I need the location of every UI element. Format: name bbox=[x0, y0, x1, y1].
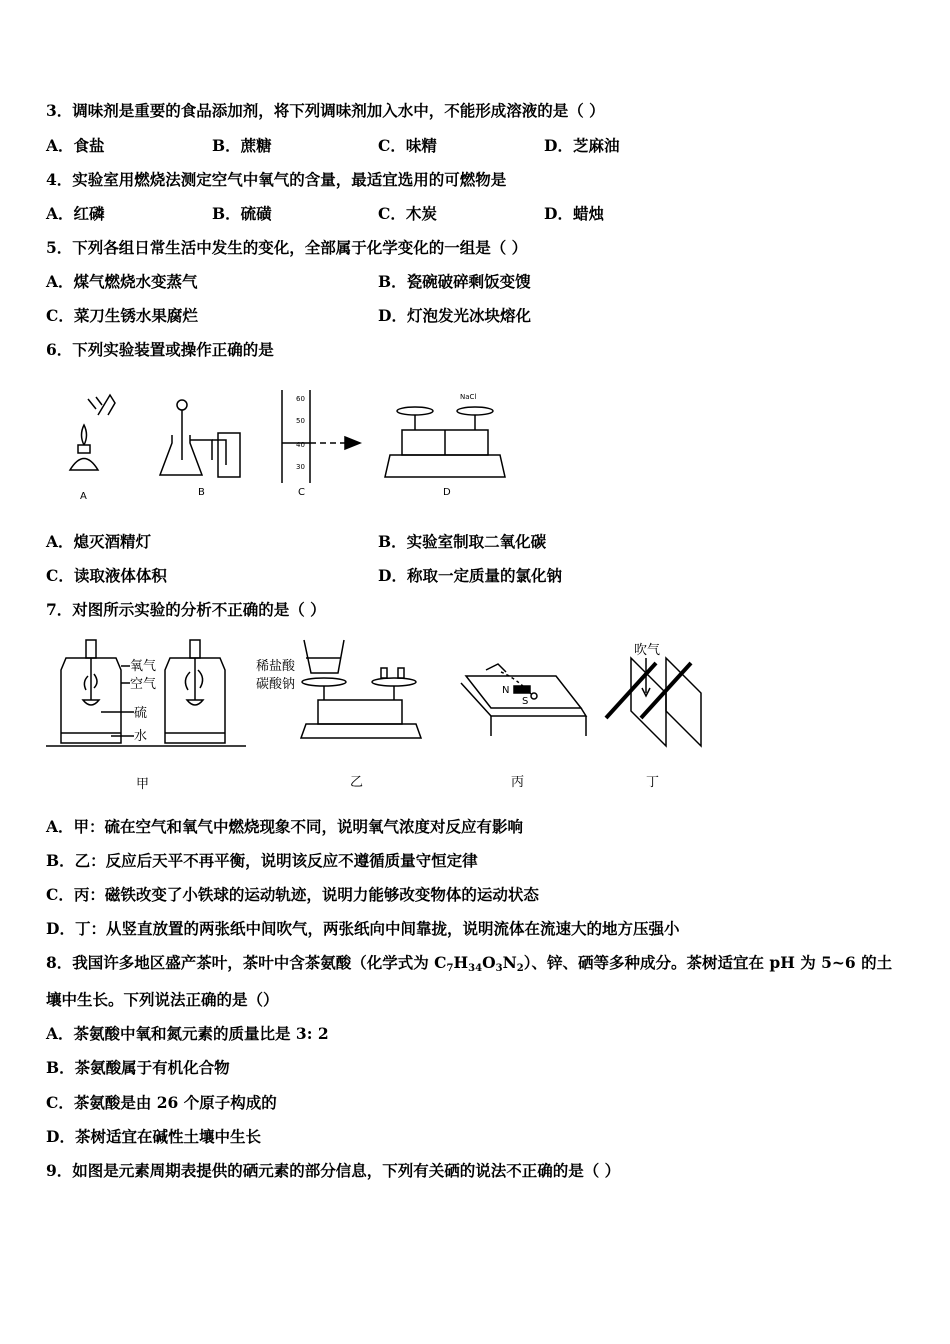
q6-fig-c-graduated-cylinder bbox=[282, 390, 360, 483]
q3-option-b: B．蔗糖 bbox=[212, 136, 272, 155]
q6-scale-40: 40 bbox=[296, 441, 305, 449]
q6-nacl-text: NaCl bbox=[460, 393, 477, 401]
q7-fig-yi-balance bbox=[301, 640, 421, 738]
q7-label-ding: 丁 bbox=[646, 775, 660, 790]
q8-stem-post: ）、锌、硒等多种成分。茶树适宜在 pH 为 5~6 的土 bbox=[523, 953, 893, 972]
q4-stem: 4．实验室用燃烧法测定空气中氧气的含量，最适宜选用的可燃物是 bbox=[46, 170, 507, 189]
q7-option-d: D．丁：从竖直放置的两张纸中间吹气，两张纸向中间靠拢，说明流体在流速大的地方压强小 bbox=[46, 919, 680, 938]
q7-label-bing: 丙 bbox=[511, 775, 525, 790]
q6-fig-a-alcohol-lamp bbox=[70, 395, 115, 470]
q6-scale-30: 30 bbox=[296, 463, 305, 471]
q3-option-a: A．食盐 bbox=[46, 136, 105, 155]
q7-na2co3-label: 碳酸钠 bbox=[256, 677, 296, 692]
q8-stem bbox=[46, 953, 892, 979]
q6-figure bbox=[60, 385, 520, 505]
q7-hcl-label: 稀盐酸 bbox=[256, 659, 296, 674]
q7-option-b: B．乙：反应后天平不再平衡，说明该反应不遵循质量守恒定律 bbox=[46, 851, 478, 870]
q5-stem: 5．下列各组日常生活中发生的变化，全部属于化学变化的一组是（ ） bbox=[46, 238, 528, 257]
q3-option-d: D．芝麻油 bbox=[544, 136, 620, 155]
q7-label-jia: 甲 bbox=[136, 777, 150, 792]
q6-option-d: D．称取一定质量的氯化钠 bbox=[378, 566, 562, 585]
q4-option-b: B．硫磺 bbox=[212, 204, 272, 223]
q7-air-label: 空气 bbox=[130, 677, 157, 692]
q7-oxygen-label: 氧气 bbox=[130, 659, 157, 674]
q7-label-yi: 乙 bbox=[350, 775, 364, 790]
q4-option-a: A．红磷 bbox=[46, 204, 105, 223]
q6-label-a: A bbox=[80, 491, 87, 502]
q6-label-b: B bbox=[198, 487, 205, 498]
q7-water-label: 水 bbox=[134, 729, 148, 744]
q8-sub-h: 34 bbox=[468, 963, 483, 974]
q7-fig-ding-paper bbox=[606, 658, 701, 746]
q8-option-c: C．茶氨酸是由 26 个原子构成的 bbox=[46, 1093, 277, 1112]
q7-option-a: A．甲：硫在空气和氧气中燃烧现象不同，说明氧气浓度对反应有影响 bbox=[46, 817, 524, 836]
q7-n-label: N bbox=[502, 685, 510, 696]
q5-option-d: D．灯泡发光冰块熔化 bbox=[378, 306, 531, 325]
q9-stem: 9．如图是元素周期表提供的硒元素的部分信息，下列有关硒的说法不正确的是（ ） bbox=[46, 1161, 621, 1180]
q8-o: O bbox=[482, 953, 496, 972]
q6-scale-50: 50 bbox=[296, 417, 305, 425]
q8-sub-c: 7 bbox=[446, 963, 454, 974]
q5-option-a: A．煤气燃烧水变蒸气 bbox=[46, 272, 198, 291]
q5-option-b: B．瓷碗破碎剩饭变馊 bbox=[378, 272, 531, 291]
q3-stem: 3．调味剂是重要的食品添加剂，将下列调味剂加入水中，不能形成溶液的是（ ） bbox=[46, 101, 605, 120]
q8-option-b: B．茶氨酸属于有机化合物 bbox=[46, 1058, 230, 1077]
q6-fig-d-balance bbox=[385, 407, 505, 477]
q3-option-c: C．味精 bbox=[378, 136, 437, 155]
q7-option-c: C．丙：磁铁改变了小铁球的运动轨迹，说明力能够改变物体的运动状态 bbox=[46, 885, 539, 904]
q8-option-a: A．茶氨酸中氧和氮元素的质量比是 3: 2 bbox=[46, 1024, 329, 1043]
q7-figure bbox=[46, 638, 716, 798]
q6-label-c: C bbox=[298, 487, 305, 498]
q8-option-d: D．茶树适宜在碱性土壤中生长 bbox=[46, 1127, 261, 1146]
q8-stem-pre: 8．我国许多地区盛产茶叶，茶叶中含茶氨酸（化学式为 C bbox=[46, 953, 447, 972]
q4-option-d: D．蜡烛 bbox=[544, 204, 604, 223]
q8-stem-line2: 壤中生长。下列说法正确的是（） bbox=[46, 990, 279, 1009]
q6-scale-60: 60 bbox=[296, 395, 305, 403]
q8-n: N bbox=[502, 953, 517, 972]
q6-option-a: A．熄灭酒精灯 bbox=[46, 532, 152, 551]
q6-option-c: C．读取液体体积 bbox=[46, 566, 167, 585]
q6-fig-b-gas-generator bbox=[160, 400, 240, 477]
q7-s-label: S bbox=[522, 696, 529, 707]
q8-sub-o: 3 bbox=[495, 963, 503, 974]
q8-h: H bbox=[453, 953, 469, 972]
q6-stem: 6．下列实验装置或操作正确的是 bbox=[46, 340, 274, 359]
q7-blow-label: 吹气 bbox=[634, 643, 661, 658]
q7-stem: 7．对图所示实验的分析不正确的是（ ） bbox=[46, 600, 326, 619]
q8-sub-n: 2 bbox=[516, 963, 524, 974]
q4-option-c: C．木炭 bbox=[378, 204, 437, 223]
q5-option-c: C．菜刀生锈水果腐烂 bbox=[46, 306, 198, 325]
q6-option-b: B．实验室制取二氧化碳 bbox=[378, 532, 547, 551]
q6-label-d: D bbox=[443, 487, 451, 498]
q7-sulfur-label: 硫 bbox=[134, 706, 148, 721]
